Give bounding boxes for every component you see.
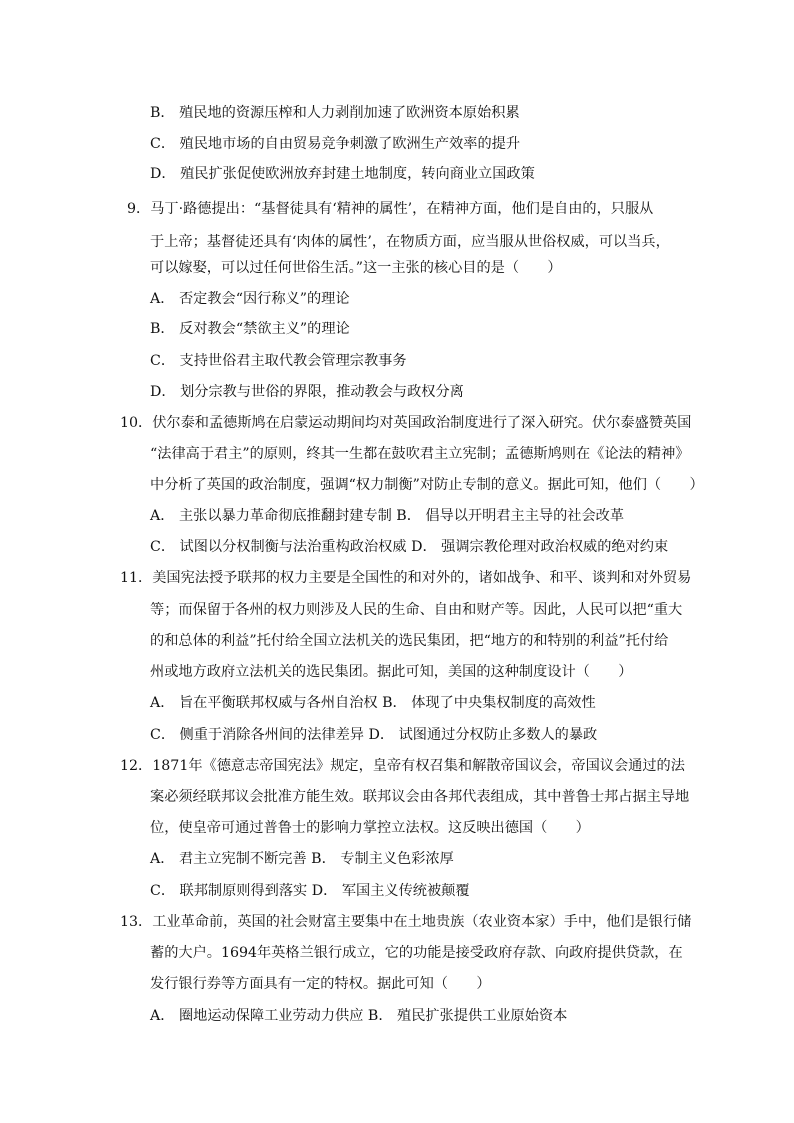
option-11cd: C． 侧重于消除各州间的法律差异 D． 试图通过分权防止多数人的暴政 — [150, 727, 598, 743]
question-10-line-3: 中分析了英国的政治制度，强调“权力制衡”对防止专制的意义。据此可知，他们（ ） — [150, 477, 704, 493]
question-10-line-1: 10．伏尔泰和孟德斯鸠在启蒙运动期间均对英国政治制度进行了深入研究。伏尔泰盛赞英国 — [120, 415, 692, 431]
question-11-line-3: 的和总体的利益”托付给全国立法机关的选民集团，把“地方的和特别的利益”托付给 — [150, 633, 669, 649]
option-8d: D． 殖民扩张促使欧洲放弃封建土地制度，转向商业立国政策 — [150, 166, 535, 182]
question-11-line-4: 州或地方政府立法机关的选民集团。据此可知，美国的这种制度设计（ ） — [150, 664, 633, 680]
question-13-line-3: 发行银行券等方面具有一定的特权。据此可知（ ） — [150, 976, 491, 992]
question-12-line-3: 位，使皇帝可通过普鲁士的影响力掌控立法权。这反映出德国（ ） — [150, 820, 590, 836]
option-9c: C． 支持世俗君主取代教会管理宗教事务 — [150, 353, 407, 369]
option-8b: B． 殖民地的资源压榨和人力剥削加速了欧洲资本原始积累 — [150, 105, 520, 121]
option-12cd: C． 联邦制原则得到落实 D． 军国主义传统被颠覆 — [150, 883, 470, 899]
option-9a: A． 否定教会“因行称义”的理论 — [150, 291, 350, 307]
question-9-line-1: 9．马丁·路德提出：“基督徒具有‘精神的属性’，在精神方面，他们是自由的，只服从 — [127, 201, 654, 217]
question-13-line-2: 蓄的大户。1694年英格兰银行成立，它的功能是接受政府存款、向政府提供贷款，在 — [150, 945, 683, 961]
option-10ab: A． 主张以暴力革命彻底推翻封建专制 B． 倡导以开明君主主导的社会改革 — [150, 508, 625, 524]
question-11-line-2: 等；而保留于各州的权力则涉及人民的生命、自由和财产等。因此，人民可以把“重大 — [150, 602, 683, 618]
question-13-line-1: 13．工业革命前，英国的社会财富主要集中在土地贵族（农业资本家）手中，他们是银行储 — [120, 914, 692, 930]
option-10cd: C． 试图以分权制衡与法治重构政治权威 D． 强调宗教伦理对政治权威的绝对约束 — [150, 539, 669, 555]
option-8c: C． 殖民地市场的自由贸易竞争刺激了欧洲生产效率的提升 — [150, 136, 521, 152]
question-12-line-1: 12．1871年《德意志帝国宪法》规定，皇帝有权召集和解散帝国议会，帝国议会通过的法 — [120, 758, 685, 774]
question-10-line-2: “法律高于君主”的原则，终其一生都在鼓吹君主立宪制；孟德斯鸠则在《论法的精神》 — [150, 446, 690, 462]
question-11-line-1: 11．美国宪法授予联邦的权力主要是全国性的和对外的，诸如战争、和平、谈判和对外贸易 — [120, 570, 692, 586]
option-11ab: A． 旨在平衡联邦权威与各州自治权 B． 体现了中央集权制度的高效性 — [150, 695, 596, 711]
option-9d: D． 划分宗教与世俗的界限，推动教会与政权分离 — [150, 384, 464, 400]
option-9b: B． 反对教会“禁欲主义”的理论 — [150, 321, 350, 337]
option-13ab: A． 圈地运动保障工业劳动力供应 B． 殖民扩张提供工业原始资本 — [150, 1008, 568, 1024]
question-9-line-3: 可以嫁娶，可以过任何世俗生活。”这一主张的核心目的是（ ） — [150, 260, 562, 276]
question-12-line-2: 案必须经联邦议会批准方能生效。联邦议会由各邦代表组成，其中普鲁士邦占据主导地 — [150, 789, 690, 805]
question-9-line-2: 于上帝；基督徒还具有‘肉体的属性’，在物质方面，应当服从世俗权威，可以当兵， — [150, 234, 670, 250]
option-12ab: A． 君主立宪制不断完善 B． 专制主义色彩浓厚 — [150, 851, 454, 867]
